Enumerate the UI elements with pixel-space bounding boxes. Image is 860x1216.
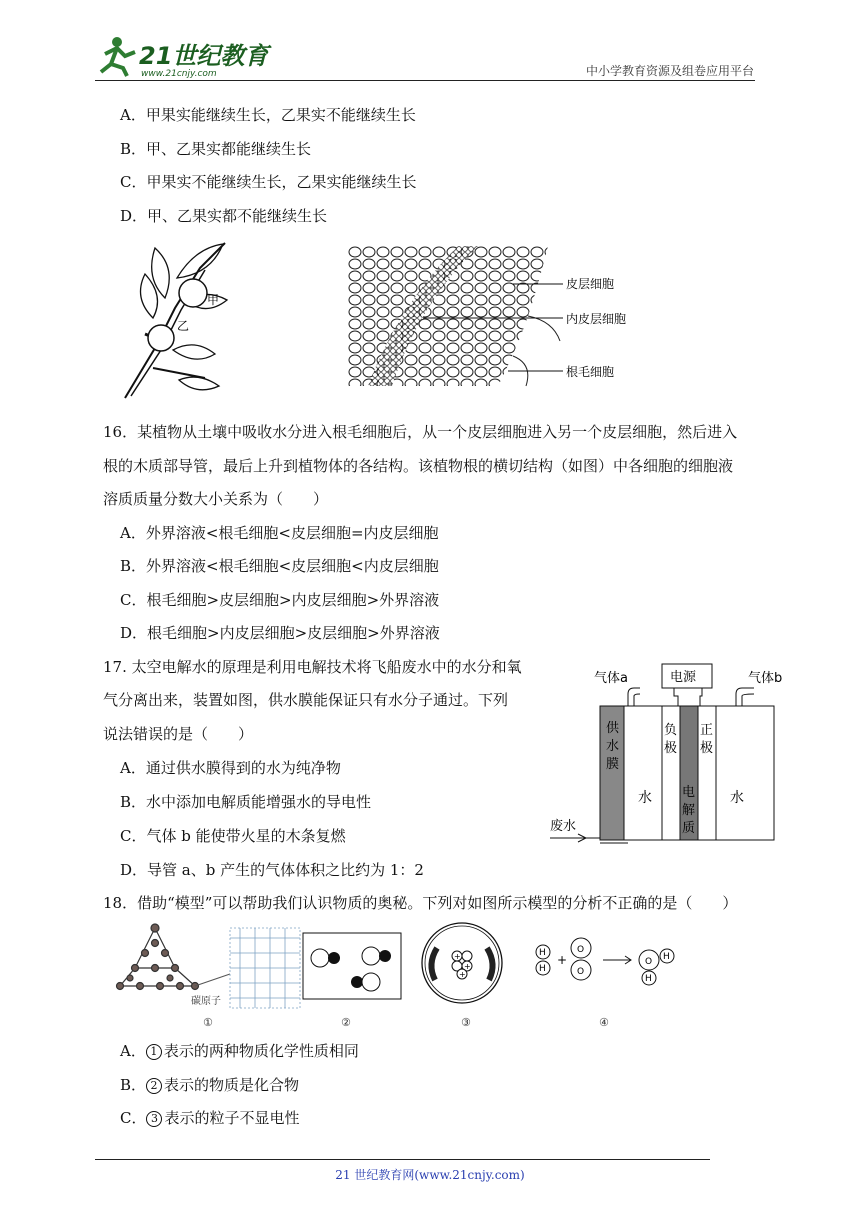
svg-text:极: 极: [664, 741, 678, 756]
membrane-char-3: 膜: [606, 757, 620, 772]
q17-option-c: C．气体 b 能使带火星的木条复燃: [120, 827, 346, 845]
q16-stem-line-3: 溶质质量分数大小关系为（ ）: [103, 490, 329, 508]
q16-stem-line-2: 根的木质部导管，最后上升到植物体的各结构。该植物根的横切结构（如图）中各细胞的细胞液: [103, 457, 734, 475]
q16-option-b: B．外界溶液<根毛细胞<皮层细胞<内皮层细胞: [120, 557, 439, 575]
q18-stem: 18．借助“模型”可以帮助我们认识物质的奥秘。下列对如图所示模型的分析不正确的是（ ）: [103, 894, 738, 912]
q15-option-b: B．甲、乙果实都能继续生长: [120, 140, 312, 158]
svg-text:O: O: [645, 957, 653, 967]
svg-text:O: O: [577, 967, 585, 977]
header-divider: [95, 80, 755, 81]
svg-text:H: H: [539, 948, 546, 958]
svg-text:+: +: [464, 962, 471, 971]
caption-1: ①: [203, 1016, 213, 1029]
svg-text:负: 负: [664, 723, 678, 738]
waste-water-label: 废水: [550, 819, 577, 834]
svg-text:极: 极: [700, 741, 714, 756]
svg-text:+: +: [459, 970, 466, 979]
q16-option-d: D．根毛细胞>内皮层细胞>皮层细胞>外界溶液: [120, 624, 440, 642]
svg-text:+: +: [454, 952, 461, 961]
q16-option-a: A．外界溶液<根毛细胞<皮层细胞=内皮层细胞: [120, 524, 439, 542]
fruit-branch-figure: [115, 238, 230, 400]
electrolyte-strip: [680, 706, 698, 840]
q16-option-c: C．根毛细胞>皮层细胞>内皮层细胞>外界溶液: [120, 591, 440, 609]
water-right-label: 水: [730, 790, 744, 806]
membrane-char-1: 供: [606, 721, 620, 736]
q18-model-figures: [115, 918, 735, 1030]
gas-a-label: 气体a: [594, 671, 628, 686]
electrolysis-apparatus-diagram: [548, 660, 798, 850]
q15-option-a: A．甲果实能继续生长，乙果实不能继续生长: [120, 106, 416, 124]
q18-option-c: C． 3 表示的粒子不显电性: [120, 1109, 300, 1127]
graphite-model: [230, 928, 300, 1008]
reaction-model: [536, 938, 674, 985]
svg-text:H: H: [663, 952, 670, 962]
q16-stem-line-1: 16．某植物从土壤中吸收水分进入根毛细胞后，从一个皮层细胞进入另一个皮层细胞，然后进入: [103, 423, 738, 441]
footer-text: 21 世纪教育网(www.21cnjy.com): [335, 1168, 525, 1182]
svg-text:解: 解: [682, 803, 696, 818]
q15-option-c: C．甲果实不能继续生长，乙果实能继续生长: [120, 173, 417, 191]
q15-option-d: D．甲、乙果实都不能继续生长: [120, 207, 328, 225]
q17-option-b: B．水中添加电解质能增强水的导电性: [120, 793, 372, 811]
q17-stem-line-1: 17. 太空电解水的原理是利用电解技术将飞船废水中的水分和氧: [103, 658, 522, 676]
caption-2: ②: [341, 1016, 351, 1029]
svg-text:质: 质: [682, 821, 696, 836]
root-cross-section-figure: [348, 246, 648, 398]
logo-url: www.21cnjy.com: [141, 69, 217, 79]
svg-text:正: 正: [700, 723, 714, 738]
label-jia: 甲: [207, 293, 220, 307]
caption-4: ④: [599, 1016, 609, 1029]
runner-icon: [101, 37, 135, 76]
header-platform-text: 中小学教育资源及组卷应用平台: [585, 64, 754, 78]
q18-option-b: B． 2 表示的物质是化合物: [120, 1076, 300, 1094]
logo: [95, 34, 269, 80]
svg-text:H: H: [645, 974, 652, 984]
label-cortex-cell: 皮层细胞: [566, 277, 615, 291]
q17-option-d: D．导管 a、b 产生的气体体积之比约为 1：2: [120, 861, 424, 879]
carbon-atom-label: 碳原子: [191, 996, 221, 1007]
gas-b-label: 气体b: [748, 671, 783, 686]
label-root-hair-cell: 根毛细胞: [566, 365, 615, 379]
label-endodermis-cell: 内皮层细胞: [566, 312, 627, 326]
svg-text:电: 电: [682, 785, 696, 800]
svg-text:O: O: [577, 945, 585, 955]
logo-title: 21世纪教育: [139, 42, 269, 70]
label-yi: 乙: [177, 319, 190, 333]
caption-3: ③: [461, 1016, 471, 1029]
q17-stem-line-3: 说法错误的是（ ）: [103, 725, 254, 743]
footer-divider: [95, 1159, 710, 1160]
power-label: 电源: [670, 670, 697, 685]
membrane-char-2: 水: [606, 739, 620, 754]
q18-option-a: A． 1 表示的两种物质化学性质相同: [120, 1042, 359, 1060]
svg-text:H: H: [539, 964, 546, 974]
diamond-model: [117, 924, 199, 990]
q17-option-a: A．通过供水膜得到的水为纯净物: [120, 759, 341, 777]
q17-stem-line-2: 气分离出来，装置如图，供水膜能保证只有水分子通过。下列: [103, 691, 509, 709]
svg-text:+: +: [557, 953, 568, 967]
water-left-label: 水: [638, 790, 652, 806]
